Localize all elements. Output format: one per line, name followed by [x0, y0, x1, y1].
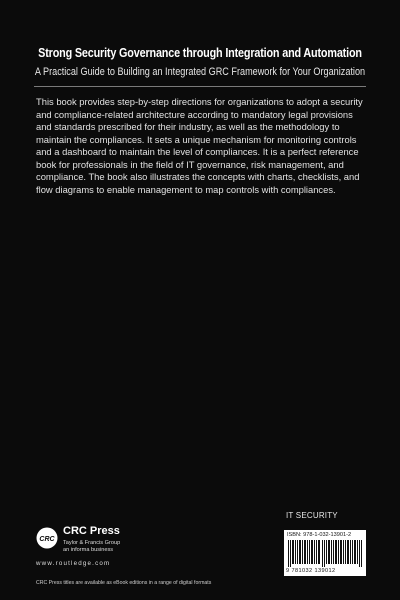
publisher-group	[63, 540, 120, 554]
publisher-group-line2: an informa business	[63, 547, 114, 553]
divider	[34, 86, 366, 87]
isbn-text: ISBN: 978-1-032-13901-2	[287, 532, 352, 538]
publisher-group-line1: Taylor & Francis Group	[63, 540, 121, 546]
publisher-url: www.routledge.com	[36, 560, 111, 567]
crc-logo-text: CRC	[39, 536, 55, 543]
barcode-digits: 9 781032 139012	[286, 568, 336, 574]
publisher-name: CRC Press	[63, 525, 120, 537]
barcode-bars	[288, 540, 362, 567]
ebook-note: CRC Press titles are available as eBook editions in a range of digital formats	[36, 580, 212, 586]
book-subtitle: A Practical Guide to Building an Integrated GRC Framework for Your Organization	[34, 66, 366, 78]
isbn-barcode	[284, 530, 366, 576]
book-title: Strong Security Governance through Integration and Automation	[38, 46, 362, 60]
book-description: This book provides step-by-step directions for organizations to adopt a security and compliance-related architecture according to mandatory legal provisions and standards prescribed for their industry, as well as the methodology to maintain the compliances. It sets a unique mechanism for monitoring controls and a dashboard to maintain the level of compliances. It is a perfect reference book for professionals in the field of IT governance, risk management, and compliance. The book also illustrates the concepts with charts, checklists, and flow diagrams to enable management to map controls with compliances.	[36, 96, 363, 195]
crc-press-logo	[36, 527, 58, 549]
category-label: IT SECURITY	[286, 511, 338, 520]
